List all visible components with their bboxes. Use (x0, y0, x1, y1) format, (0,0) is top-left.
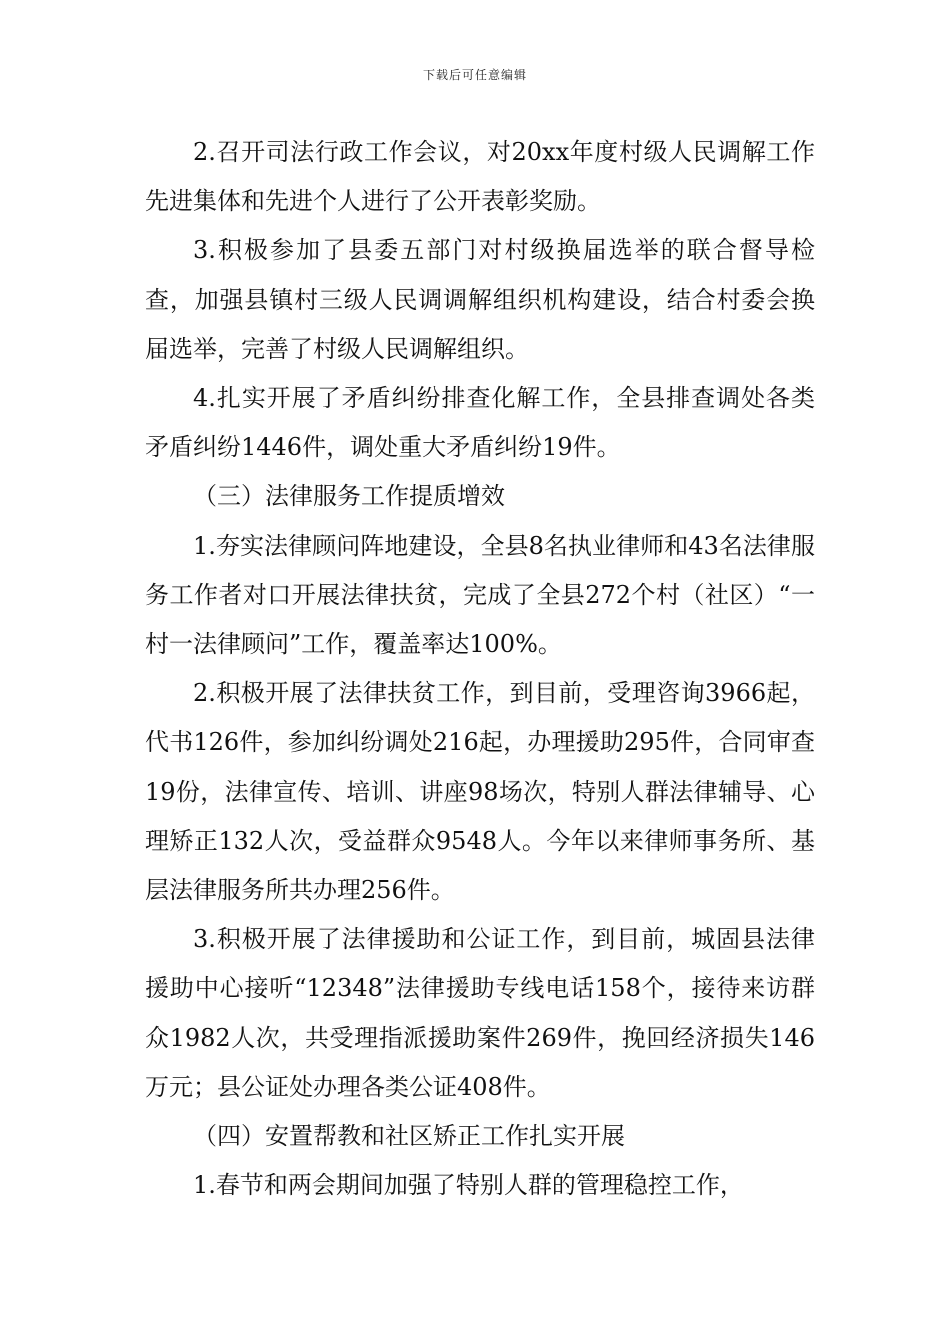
paragraph-legal-poverty-aid: 2.积极开展了法律扶贫工作，到目前，受理咨询3966起，代书126件，参加纠纷调处216起，办理援助295件，合同审查19份，法律宣传、培训、讲座98场次，特别人群法律辅导、心理矫正132人次，受益群众9548人。今年以来律师事务所、基层法律服务所共办理256件。 (145, 679, 815, 905)
paragraph-dispute-resolution: 4.扎实开展了矛盾纠纷排查化解工作，全县排查调处各类矛盾纠纷1446件，调处重大矛盾纠纷19件。 (145, 384, 815, 462)
page-header: 下载后可任意编辑 (422, 68, 527, 82)
paragraph-special-groups: 1.春节和两会期间加强了特别人群的管理稳控工作， (193, 1171, 744, 1200)
paragraph-legal-aid-notary: 3.积极开展了法律援助和公证工作，到目前，城固县法律援助中心接听“12348”法律援助专线电话158个，接待来访群众1982人次，共受理指派援助案件269件，挽回经济损失146万元；县公证处办理各类公证408件。 (145, 925, 815, 1101)
section-heading-legal-services: （三）法律服务工作提质增效 (193, 482, 505, 511)
paragraph-legal-advisor: 1.夯实法律顾问阵地建设，全县8名执业律师和43名法律服务工作者对口开展法律扶贫，完成了全县272个村（社区）“一村一法律顾问”工作，覆盖率达100%。 (145, 531, 815, 659)
paragraph-judicial-meeting: 2.召开司法行政工作会议，对20xx年度村级人民调解工作先进集体和先进个人进行了公开表彰奖励。 (145, 138, 815, 216)
paragraph-election-supervision: 3.积极参加了县委五部门对村级换届选举的联合督导检查，加强县镇村三级人民调调解组织机构建设，结合村委会换届选举，完善了村级人民调解组织。 (145, 236, 815, 363)
document-body (145, 128, 815, 1210)
section-heading-community-correction: （四）安置帮教和社区矫正工作扎实开展 (193, 1122, 625, 1151)
